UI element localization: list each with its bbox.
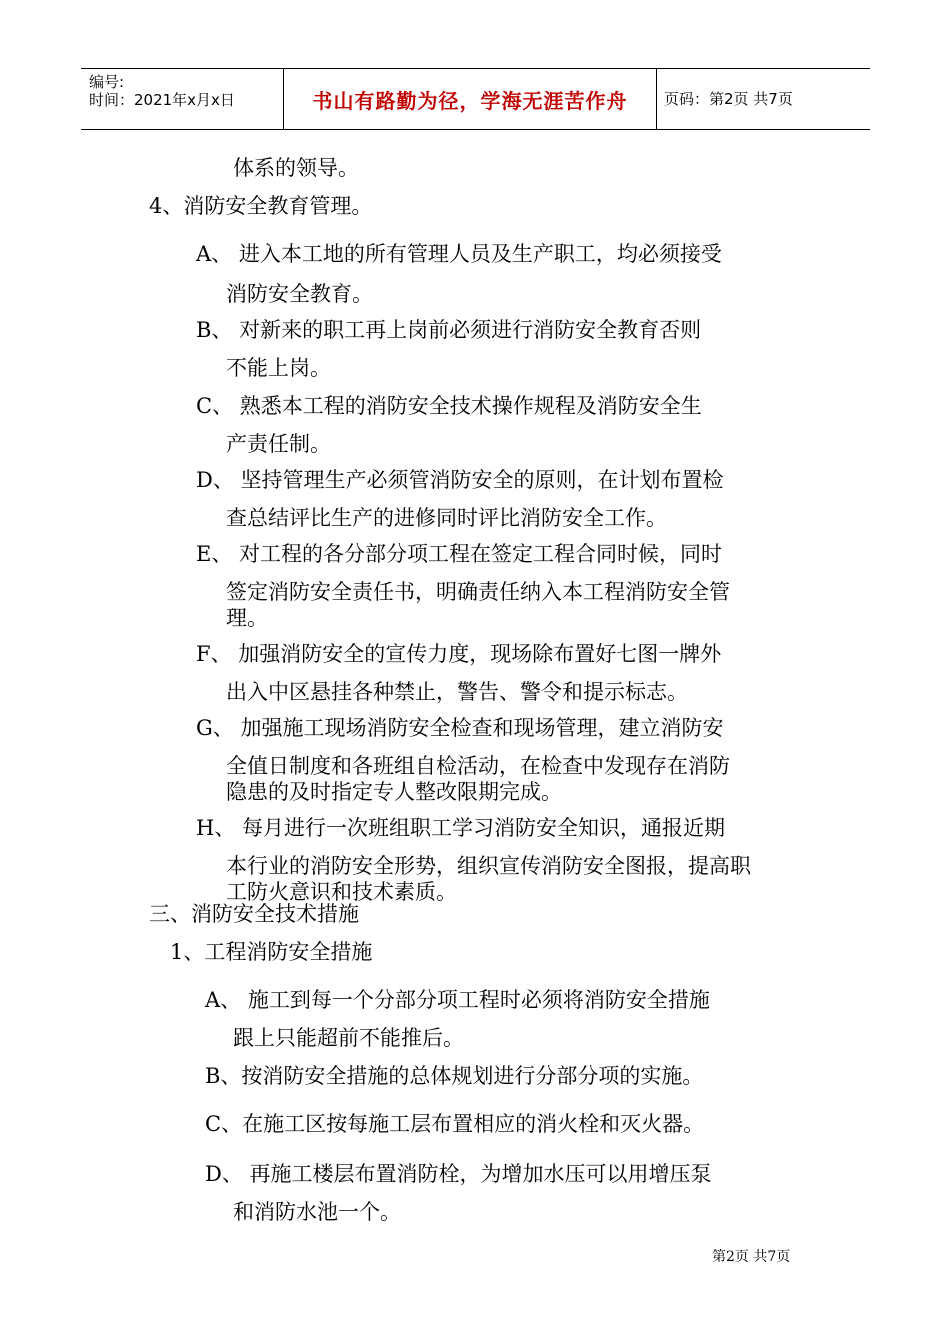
text-line: 产责任制。 <box>226 432 331 456</box>
text-line: 本行业的消防安全形势，组织宣传消防安全图报，提高职 <box>226 854 751 878</box>
document-date-label: 时间：2021年x月x日 <box>89 91 235 109</box>
text-line: 隐患的及时指定专人整改限期完成。 <box>226 780 562 804</box>
document-header <box>81 68 870 130</box>
footer-page-number: 第2页 共7页 <box>712 1249 791 1265</box>
text-line: 出入中区悬挂各种禁止，警告、警令和提示标志。 <box>226 680 688 704</box>
list-item-a: A、 进入本工地的所有管理人员及生产职工，均必须接受 <box>196 242 722 266</box>
list-item-h: H、 每月进行一次班组职工学习消防安全知识，通报近期 <box>196 816 725 840</box>
header-page-cell <box>656 69 870 129</box>
list-item-e: E、 对工程的各分部分项工程在签定工程合同时候，同时 <box>196 542 723 566</box>
text-line: 查总结评比生产的进修同时评比消防安全工作。 <box>226 506 667 530</box>
list-item-b: B、 对新来的职工再上岗前必须进行消防安全教育否则 <box>196 318 702 342</box>
header-motto-cell <box>283 69 657 129</box>
subsection-heading: 1、工程消防安全措施 <box>170 940 373 964</box>
list-item-c: C、 熟悉本工程的消防安全技术操作规程及消防安全生 <box>196 394 702 418</box>
document-number-label: 编号: <box>89 73 125 91</box>
header-page-number: 页码：第2页 共7页 <box>664 90 793 108</box>
text-line: 不能上岗。 <box>226 356 331 380</box>
list-item-d: D、 坚持管理生产必须管消防安全的原则，在计划布置检 <box>196 468 724 492</box>
header-meta-cell <box>81 69 283 129</box>
text-line: 签定消防安全责任书，明确责任纳入本工程消防安全管 <box>226 580 730 604</box>
list-item-b: B、按消防安全措施的总体规划进行分部分项的实施。 <box>205 1064 704 1088</box>
section-heading: 4、消防安全教育管理。 <box>149 194 373 218</box>
text-line: 和消防水池一个。 <box>233 1200 401 1224</box>
text-line: 消防安全教育。 <box>226 282 373 306</box>
list-item-a: A、 施工到每一个分部分项工程时必须将消防安全措施 <box>205 988 710 1012</box>
text-line: 工防火意识和技术素质。 <box>226 880 457 904</box>
section-heading: 三、消防安全技术措施 <box>149 902 359 926</box>
text-line: 跟上只能超前不能推后。 <box>233 1026 464 1050</box>
list-item-d: D、 再施工楼层布置消防栓，为增加水压可以用增压泵 <box>205 1162 712 1186</box>
header-motto: 书山有路勤为径，学海无涯苦作舟 <box>312 89 628 113</box>
text-line: 全值日制度和各班组自检活动，在检查中发现存在消防 <box>226 754 730 778</box>
list-item-c: C、在施工区按每施工层布置相应的消火栓和灭火器。 <box>205 1112 705 1136</box>
list-item-f: F、 加强消防安全的宣传力度，现场除布置好七图一牌外 <box>196 642 722 666</box>
list-item-g: G、 加强施工现场消防安全检查和现场管理，建立消防安 <box>196 716 724 740</box>
text-line: 理。 <box>226 606 268 630</box>
text-line: 体系的领导。 <box>233 156 359 180</box>
